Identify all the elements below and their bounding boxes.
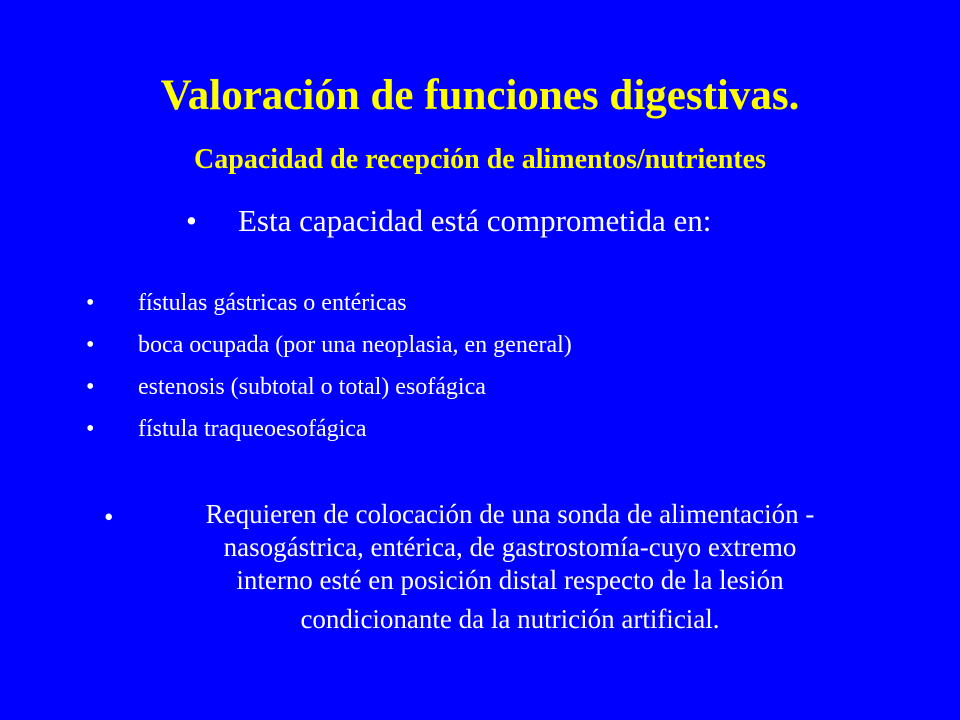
note-line: Requieren de colocación de una sonda de alimentación - bbox=[205, 499, 815, 529]
note-line: interno esté en posición distal respecto de la lesión bbox=[236, 565, 784, 595]
list-item-text: boca ocupada (por una neoplasia, en general) bbox=[138, 332, 572, 358]
bullet-icon: • bbox=[86, 332, 95, 358]
bullet-icon: • bbox=[104, 502, 114, 532]
bullet-icon: • bbox=[186, 203, 197, 238]
slide-title: Valoración de funciones digestivas. bbox=[160, 72, 800, 119]
list-item bbox=[0, 324, 960, 366]
list-item bbox=[0, 366, 960, 408]
bullet-icon: • bbox=[86, 374, 95, 400]
bullet-icon: • bbox=[86, 290, 95, 316]
note-text bbox=[150, 498, 870, 636]
list-item-text: estenosis (subtotal o total) esofágica bbox=[138, 374, 486, 400]
bullet-icon: • bbox=[86, 416, 95, 442]
list-item-text: fístula traqueoesofágica bbox=[138, 416, 367, 442]
note-line: condicionante da la nutrición artificial. bbox=[300, 604, 720, 634]
lead-text: Esta capacidad está comprometida en: bbox=[238, 203, 712, 238]
list-item bbox=[0, 408, 960, 450]
slide-subtitle: Capacidad de recepción de alimentos/nutrientes bbox=[194, 144, 766, 175]
list-item-text: fístulas gástricas o entéricas bbox=[138, 290, 407, 316]
list-item bbox=[0, 282, 960, 324]
condition-list bbox=[0, 282, 960, 450]
note-line: nasogástrica, entérica, de gastrostomía-cuyo extremo bbox=[223, 532, 797, 562]
